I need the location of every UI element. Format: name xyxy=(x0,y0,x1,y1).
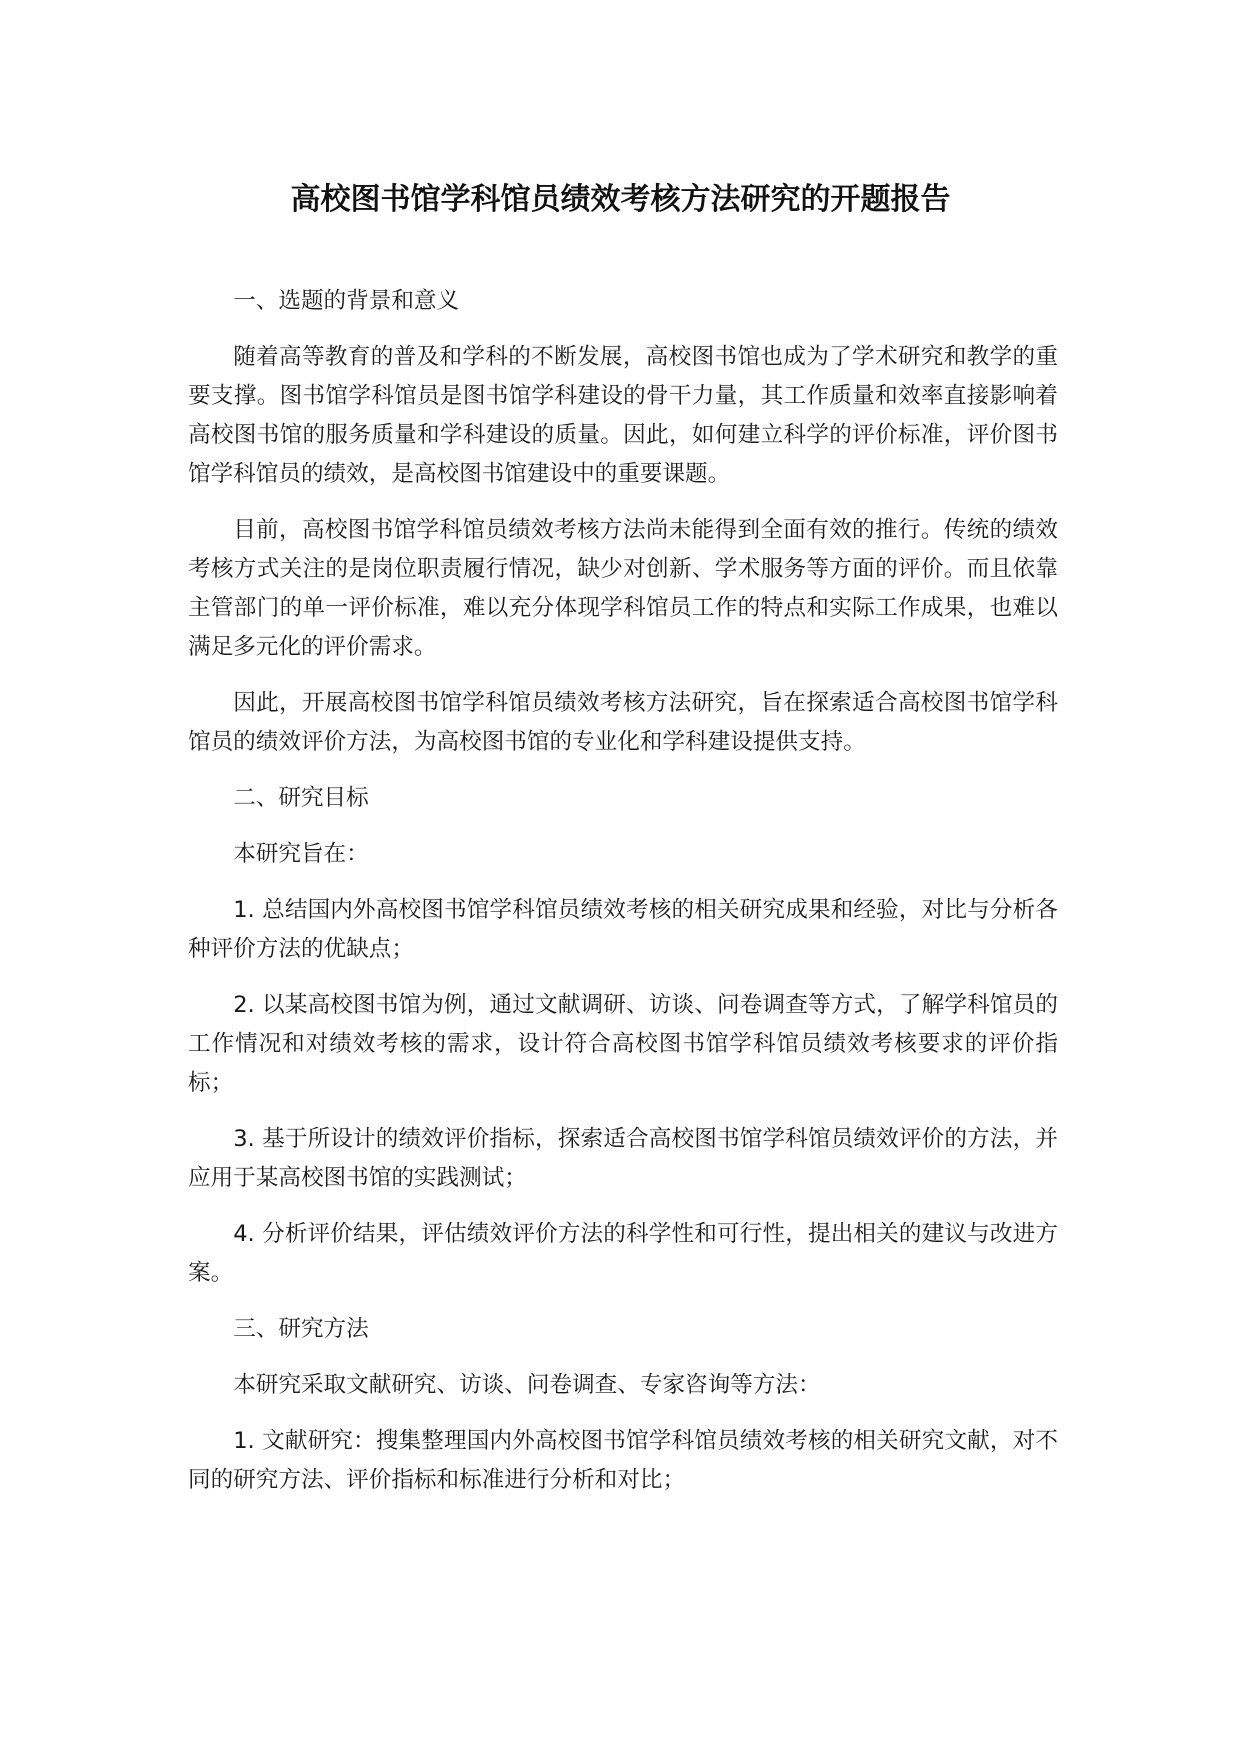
paragraph: 因此，开展高校图书馆学科馆员绩效考核方法研究，旨在探索适合高校图书馆学科馆员的绩效评价方法，为高校图书馆的专业化和学科建设提供支持。 xyxy=(188,690,1058,755)
section-heading: 一、选题的背景和意义 xyxy=(233,288,460,314)
paragraph: 本研究采取文献研究、访谈、问卷调查、专家咨询等方法： xyxy=(233,1372,821,1398)
paragraph: 随着高等教育的普及和学科的不断发展，高校图书馆也成为了学术研究和教学的重要支撑。图书馆学科馆员是图书馆学科建设的骨干力量，其工作质量和效率直接影响着高校图书馆的服务质量和学科建设的质量。因此，如何建立科学的评价标准，评价图书馆学科馆员的绩效，是高校图书馆建设中的重要课题。 xyxy=(188,344,1058,487)
list-item: 1. 总结国内外高校图书馆学科馆员绩效考核的相关研究成果和经验，对比与分析各种评价方法的优缺点； xyxy=(188,897,1058,962)
paragraph: 本研究旨在： xyxy=(233,841,369,867)
paragraph: 目前，高校图书馆学科馆员绩效考核方法尚未能得到全面有效的推行。传统的绩效考核方式关注的是岗位职责履行情况，缺少对创新、学术服务等方面的评价。而且依靠主管部门的单一评价标准，难以充分体现学科馆员工作的特点和实际工作成果，也难以满足多元化的评价需求。 xyxy=(188,517,1058,660)
document-body xyxy=(188,282,1058,1517)
section-heading: 二、研究目标 xyxy=(233,785,369,811)
list-item: 3. 基于所设计的绩效评价指标，探索适合高校图书馆学科馆员绩效评价的方法，并应用于某高校图书馆的实践测试； xyxy=(188,1126,1058,1191)
document-title: 高校图书馆学科馆员绩效考核方法研究的开题报告 xyxy=(290,182,951,217)
section-heading: 三、研究方法 xyxy=(233,1316,369,1342)
list-item: 4. 分析评价结果，评估绩效评价方法的科学性和可行性，提出相关的建议与改进方案。 xyxy=(188,1221,1058,1286)
list-item: 2. 以某高校图书馆为例，通过文献调研、访谈、问卷调查等方式，了解学科馆员的工作情况和对绩效考核的需求，设计符合高校图书馆学科馆员绩效考核要求的评价指标； xyxy=(188,992,1058,1096)
list-item: 1. 文献研究：搜集整理国内外高校图书馆学科馆员绩效考核的相关研究文献，对不同的研究方法、评价指标和标准进行分析和对比； xyxy=(188,1428,1058,1493)
